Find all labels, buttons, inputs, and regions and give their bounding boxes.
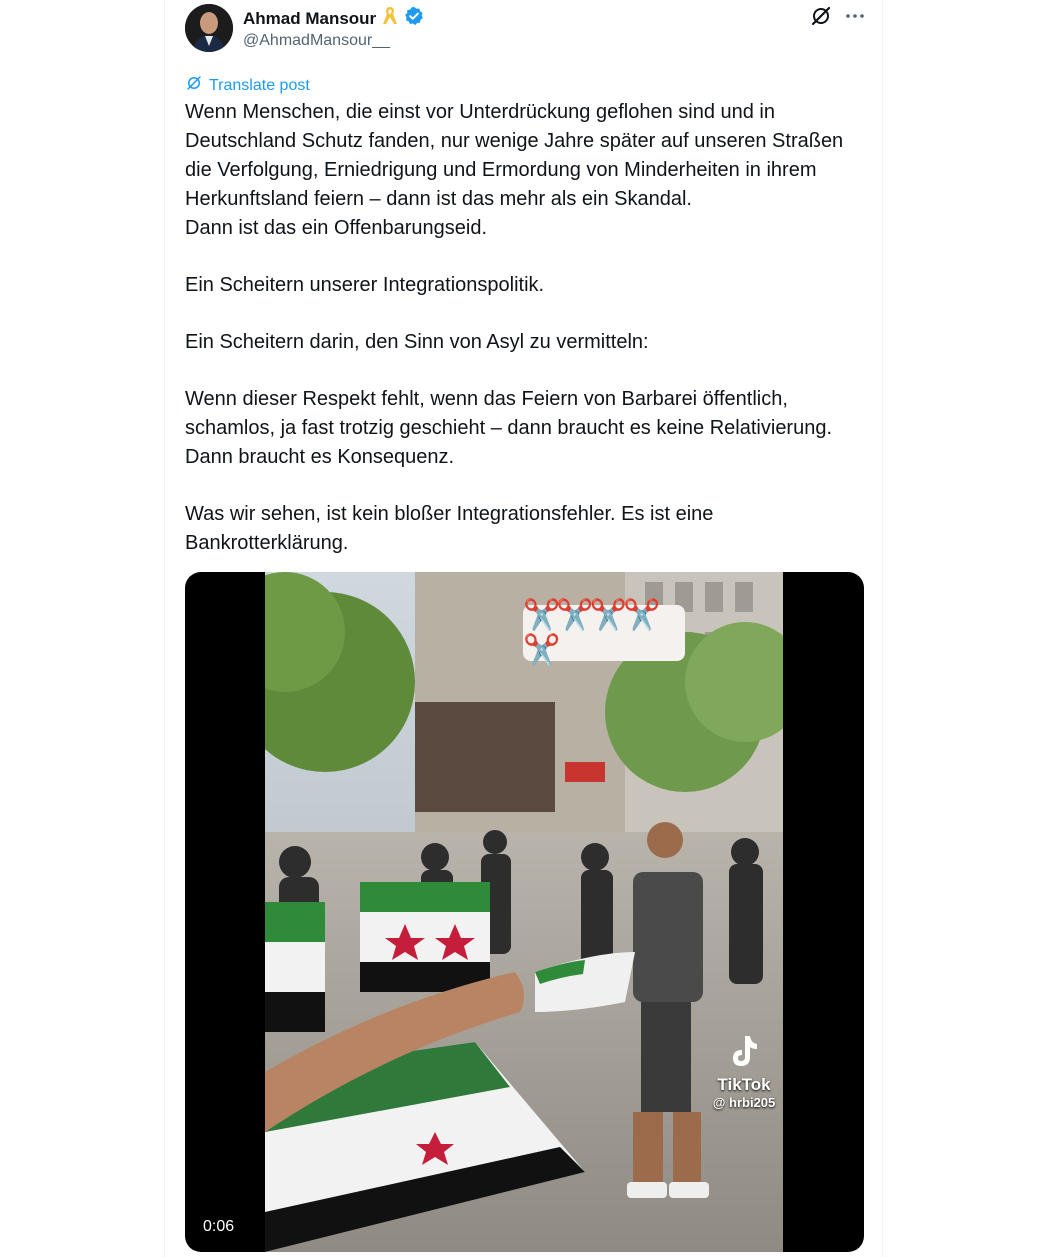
post-paragraph-2: Ein Scheitern unserer Integrationspolitik. xyxy=(185,274,545,296)
more-options-icon[interactable] xyxy=(843,4,867,28)
post-card xyxy=(164,0,883,1257)
tiktok-label: TikTok xyxy=(717,1075,771,1094)
tiktok-username: @ hrbi205 xyxy=(712,1095,776,1110)
translate-icon xyxy=(185,74,203,97)
verified-badge-icon xyxy=(404,6,424,31)
video-player[interactable] xyxy=(185,572,864,1252)
yellow-ribbon-icon xyxy=(382,6,398,31)
post-paragraph-3: Ein Scheitern darin, den Sinn von Asyl zu vermitteln: xyxy=(185,331,649,353)
post-paragraph-1: Wenn Menschen, die einst vor Unterdrückung geflohen sind und in Deutschland Schutz fanden, nur wenige Jahre später auf unseren Straßen die Verfolgung, Erniedrigung und Ermordung von Minderheiten in ihrem Herkunftsland feiern – dann ist das mehr als ein Skandal. xyxy=(185,101,844,210)
post-paragraph-5: Was wir sehen, ist kein bloßer Integrationsfehler. Es ist eine Bankrotterklärung. xyxy=(185,503,714,554)
author-handle[interactable]: @AhmadMansour__ xyxy=(243,32,390,49)
post-paragraph-4b: Dann braucht es Konsequenz. xyxy=(185,446,455,468)
post-text xyxy=(185,98,875,558)
author-name[interactable]: Ahmad Mansour xyxy=(243,8,377,28)
translate-label: Translate post xyxy=(209,76,310,94)
tiktok-logo-icon xyxy=(729,1055,759,1072)
video-still xyxy=(265,572,783,1252)
translate-post-link[interactable] xyxy=(185,74,310,97)
author-name-row xyxy=(243,6,424,31)
post-paragraph-4: Wenn dieser Respekt fehlt, wenn das Feiern von Barbarei öffentlich, schamlos, ja fast trotzig geschieht – dann braucht es keine Relativierung. xyxy=(185,388,833,439)
post-paragraph-1b: Dann ist das ein Offenbarungseid. xyxy=(185,217,488,239)
video-frame xyxy=(265,572,783,1252)
video-timestamp: 0:06 xyxy=(197,1216,240,1238)
grok-icon[interactable] xyxy=(809,4,833,28)
author-avatar[interactable] xyxy=(185,4,233,52)
video-emoji-banner: ✂️✂️✂️✂️✂️ xyxy=(523,605,685,661)
tiktok-watermark xyxy=(709,1034,779,1110)
